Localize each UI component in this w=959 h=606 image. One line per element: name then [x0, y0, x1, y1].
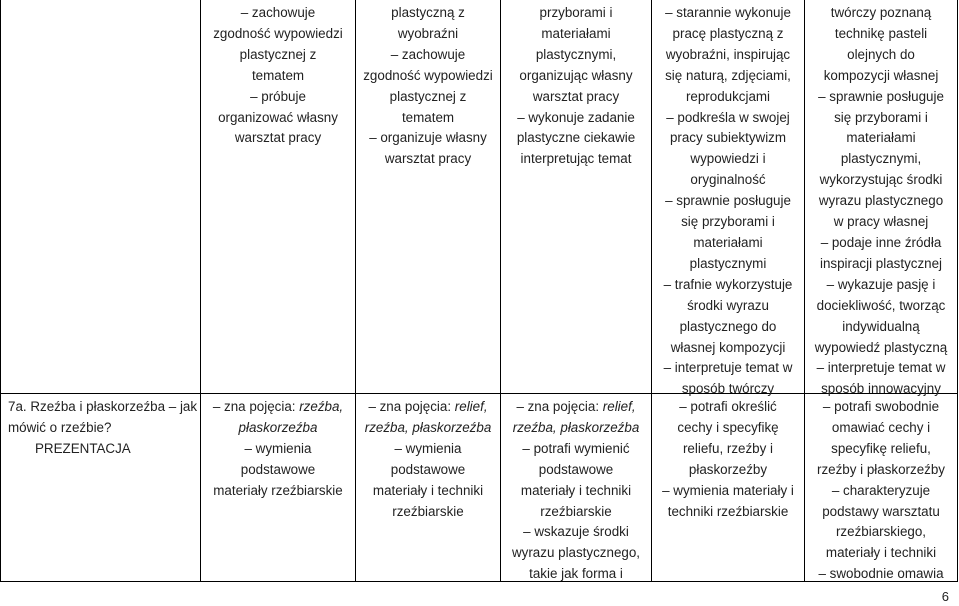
table-cell: przyborami i materiałami plastycznymi, organizując własny warsztat pracy – wykonuje zadanie plastyczne ciekawie interpretując temat — [516, 5, 636, 167]
table-border — [0, 0, 1, 582]
table-cell: twórczy poznaną technikę pasteli olejnych do kompozycji własnej – sprawnie posługuje się przyborami i materiałami plastycznymi, wykorzystując środki wyrazu plastycznego w pracy własnej – podaje inne źródła inspiracji plastycznej – wykazuje pasję i dociekliwość, tworząc indywidualną wypowiedź plastyczną – interpretuje temat w sposób innowacyjny — [814, 5, 948, 397]
dash-prefix: – zna pojęcia: — [368, 399, 455, 414]
page-number: 6 — [941, 589, 949, 604]
dash-prefix: – zna pojęcia: — [212, 399, 300, 414]
topic-cell: 7a. Rzeźba i płaskorzeźba – jak mówić o rzeźbie? PREZENTACJA — [8, 399, 198, 456]
term-italic: relief, — [454, 399, 488, 414]
table-cell: – potrafi swobodnie omawiać cechy i specyfikę reliefu, rzeźby i płaskorzeźby – charakteryzuje podstawy warsztatu rzeźbiarskiego, materiały i techniki – swobodnie omawia — [816, 399, 945, 582]
table-cell: – potrafi określić cechy i specyfikę reliefu, rzeźby i płaskorzeźby – wymienia materiały i techniki rzeźbiarskie — [662, 399, 794, 519]
table-cell: plastyczną z wyobraźni – zachowuje zgodność wypowiedzi plastycznej z tematem – organizuje własny warsztat pracy — [363, 5, 493, 167]
table-border — [957, 0, 958, 582]
term-italic: rzeźba, — [299, 399, 344, 414]
table-cell: – starannie wykonuje pracę plastyczną z wyobraźni, inspirując się naturą, zdjęciami, reprodukcjami – podkreśla w swojej pracy subiektywizm wypowiedzi i oryginalność – sprawnie posługuje się przyborami i materiałami plastycznymi – trafnie wykorzystuje środki wyrazu plastycznego do własnej kompozycji – interpretuje temat w sposób twórczy — [663, 5, 793, 397]
dash-prefix: – zna pojęcia: — [516, 399, 603, 414]
table-cell: – zna pojęcia: relief, rzeźba, płaskorzeźba – wymienia podstawowe materiały i techniki rzeźbiarskie — [364, 399, 492, 519]
term-italic: relief, — [602, 399, 636, 414]
table-cell: – zna pojęcia: rzeźba, płaskorzeźba – wymienia podstawowe materiały rzeźbiarskie — [212, 399, 344, 498]
table-cell: – zachowuje zgodność wypowiedzi plastycznej z tematem – próbuje organizować własny warsztat pracy — [213, 5, 343, 146]
table-cell: – zna pojęcia: relief, rzeźba, płaskorzeźba – potrafi wymienić podstawowe materiały i techniki rzeźbiarskie – wskazuje środki wyrazu plastycznego, takie jak forma i — [511, 399, 640, 582]
